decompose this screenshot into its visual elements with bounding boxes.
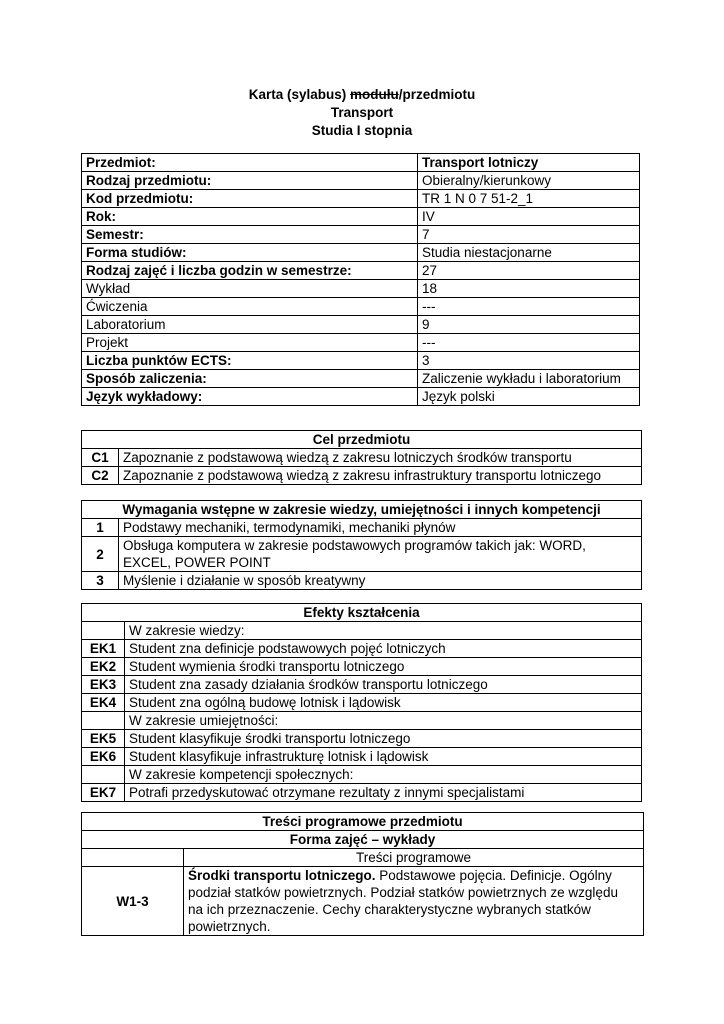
info-label: Forma studiów: [82, 244, 418, 262]
info-label: Ćwiczenia [82, 298, 418, 316]
info-label: Projekt [82, 334, 418, 352]
info-value: 3 [418, 352, 640, 370]
outcome-code: EK2 [82, 658, 125, 676]
table-row [82, 572, 642, 590]
goals-table [81, 430, 642, 485]
table-row [82, 658, 642, 676]
table-row [82, 867, 644, 936]
table-row [82, 190, 640, 208]
table-row [82, 640, 642, 658]
outcome-text: Student klasyfikuje infrastrukturę lotnisk i lądowisk [125, 748, 642, 766]
goal-text: Zapoznanie z podstawową wiedzą z zakresu lotniczych środków transportu [119, 449, 642, 467]
info-label: Liczba punktów ECTS: [82, 352, 418, 370]
table-row [82, 519, 642, 537]
table-row [82, 622, 642, 640]
info-value: Obieralny/kierunkowy [418, 172, 640, 190]
table-row [82, 784, 642, 802]
info-value: IV [418, 208, 640, 226]
info-label: Język wykładowy: [82, 388, 418, 406]
info-label: Kod przedmiotu: [82, 190, 418, 208]
table-row [82, 537, 642, 572]
info-value: Język polski [418, 388, 640, 406]
title-line-1 [0, 86, 724, 104]
info-label: Wykład [82, 280, 418, 298]
table-row [82, 334, 640, 352]
goal-code: C1 [82, 449, 119, 467]
table-row [82, 730, 642, 748]
requirement-code: 1 [82, 519, 119, 537]
requirements-title: Wymagania wstępne w zakresie wiedzy, umiejętności i innych kompetencji [82, 501, 642, 519]
info-table [81, 153, 640, 406]
outcomes-title: Efekty kształcenia [82, 604, 642, 622]
outcomes-table [81, 603, 642, 802]
title-line-3: Studia I stopnia [311, 123, 413, 138]
info-value: TR 1 N 0 7 51-2_1 [418, 190, 640, 208]
outcome-code: EK4 [82, 694, 125, 712]
contents-empty-cell [82, 849, 184, 867]
table-header-row [82, 813, 644, 831]
table-row [82, 298, 640, 316]
info-label: Laboratorium [82, 316, 418, 334]
outcome-section-label: W zakresie umiejętności: [125, 712, 642, 730]
goal-text: Zapoznanie z podstawową wiedzą z zakresu infrastruktury transportu lotniczego [119, 467, 642, 485]
outcome-text: Student klasyfikuje środki transportu lotniczego [125, 730, 642, 748]
table-row [82, 748, 642, 766]
table-row [82, 766, 642, 784]
goals-title: Cel przedmiotu [82, 431, 642, 449]
outcome-section-label: W zakresie kompetencji społecznych: [125, 766, 642, 784]
requirements-table [81, 500, 642, 590]
table-row [82, 226, 640, 244]
info-value: Zaliczenie wykładu i laboratorium [418, 370, 640, 388]
table-row [82, 676, 642, 694]
table-row [82, 352, 640, 370]
lecture-topic: Środki transportu lotniczego. [188, 868, 376, 883]
info-value: 7 [418, 226, 640, 244]
table-row [82, 388, 640, 406]
table-header-row [82, 431, 642, 449]
table-row [82, 208, 640, 226]
info-label: Rok: [82, 208, 418, 226]
outcome-text: Potrafi przedyskutować otrzymane rezultaty z innymi specjalistami [125, 784, 642, 802]
outcome-code [82, 712, 125, 730]
info-value: 9 [418, 316, 640, 334]
contents-title: Treści programowe przedmiotu [82, 813, 644, 831]
table-row [82, 370, 640, 388]
outcome-code: EK7 [82, 784, 125, 802]
info-value: 18 [418, 280, 640, 298]
outcome-code: EK6 [82, 748, 125, 766]
table-row [82, 316, 640, 334]
table-row [82, 467, 642, 485]
outcome-text: Student zna ogólną budowę lotnisk i lądowisk [125, 694, 642, 712]
outcome-text: Student wymienia środki transportu lotniczego [125, 658, 642, 676]
table-header-row [82, 604, 642, 622]
table-header-row [82, 831, 644, 849]
outcome-code: EK3 [82, 676, 125, 694]
info-value: --- [418, 334, 640, 352]
table-row [82, 449, 642, 467]
info-label: Rodzaj przedmiotu: [82, 172, 418, 190]
info-value: Studia niestacjonarne [418, 244, 640, 262]
table-row [82, 280, 640, 298]
contents-column-header: Treści programowe [184, 849, 644, 867]
table-row [82, 172, 640, 190]
info-label: Sposób zaliczenia: [82, 370, 418, 388]
table-row [82, 712, 642, 730]
lecture-code: W1-3 [82, 867, 184, 936]
table-header-row [82, 501, 642, 519]
outcome-text: Student zna definicje podstawowych pojęć lotniczych [125, 640, 642, 658]
table-row [82, 154, 640, 172]
table-row [82, 694, 642, 712]
requirement-text: Podstawy mechaniki, termodynamiki, mechaniki płynów [119, 519, 642, 537]
requirement-code: 2 [82, 537, 119, 572]
info-value: --- [418, 298, 640, 316]
contents-table [81, 812, 644, 936]
table-header-row [82, 849, 644, 867]
lecture-content [184, 867, 644, 936]
requirement-text: Myślenie i działanie w sposób kreatywny [119, 572, 642, 590]
outcome-code: EK1 [82, 640, 125, 658]
title-part-b: /przedmiotu [398, 87, 476, 102]
info-label: Przedmiot: [82, 154, 418, 172]
requirement-text: Obsługa komputera w zakresie podstawowych programów takich jak: WORD, EXCEL, POWER POINT [119, 537, 642, 572]
outcome-code [82, 766, 125, 784]
title-line-2: Transport [330, 105, 394, 120]
outcome-code [82, 622, 125, 640]
table-row [82, 244, 640, 262]
info-label: Rodzaj zajęć i liczba godzin w semestrze: [82, 262, 418, 280]
outcome-text: Student zna zasady działania środków transportu lotniczego [125, 676, 642, 694]
requirement-code: 3 [82, 572, 119, 590]
outcome-section-label: W zakresie wiedzy: [125, 622, 642, 640]
goal-code: C2 [82, 467, 119, 485]
title-strikethrough: modułu [350, 87, 399, 102]
info-label: Semestr: [82, 226, 418, 244]
title-part-a: Karta (sylabus) [248, 87, 351, 102]
lecture-description: Podstawowe pojęcia. Definicje. Ogólny podział statków powietrznych. Podział statków powietrznych ze względu na ich przeznaczenie. Cechy charakterystyczne wybranych statków powietrznych. [188, 868, 618, 934]
contents-subtitle: Forma zajęć – wykłady [82, 831, 644, 849]
document-title [0, 86, 724, 140]
outcome-code: EK5 [82, 730, 125, 748]
info-value: Transport lotniczy [418, 154, 640, 172]
table-row [82, 262, 640, 280]
info-value: 27 [418, 262, 640, 280]
